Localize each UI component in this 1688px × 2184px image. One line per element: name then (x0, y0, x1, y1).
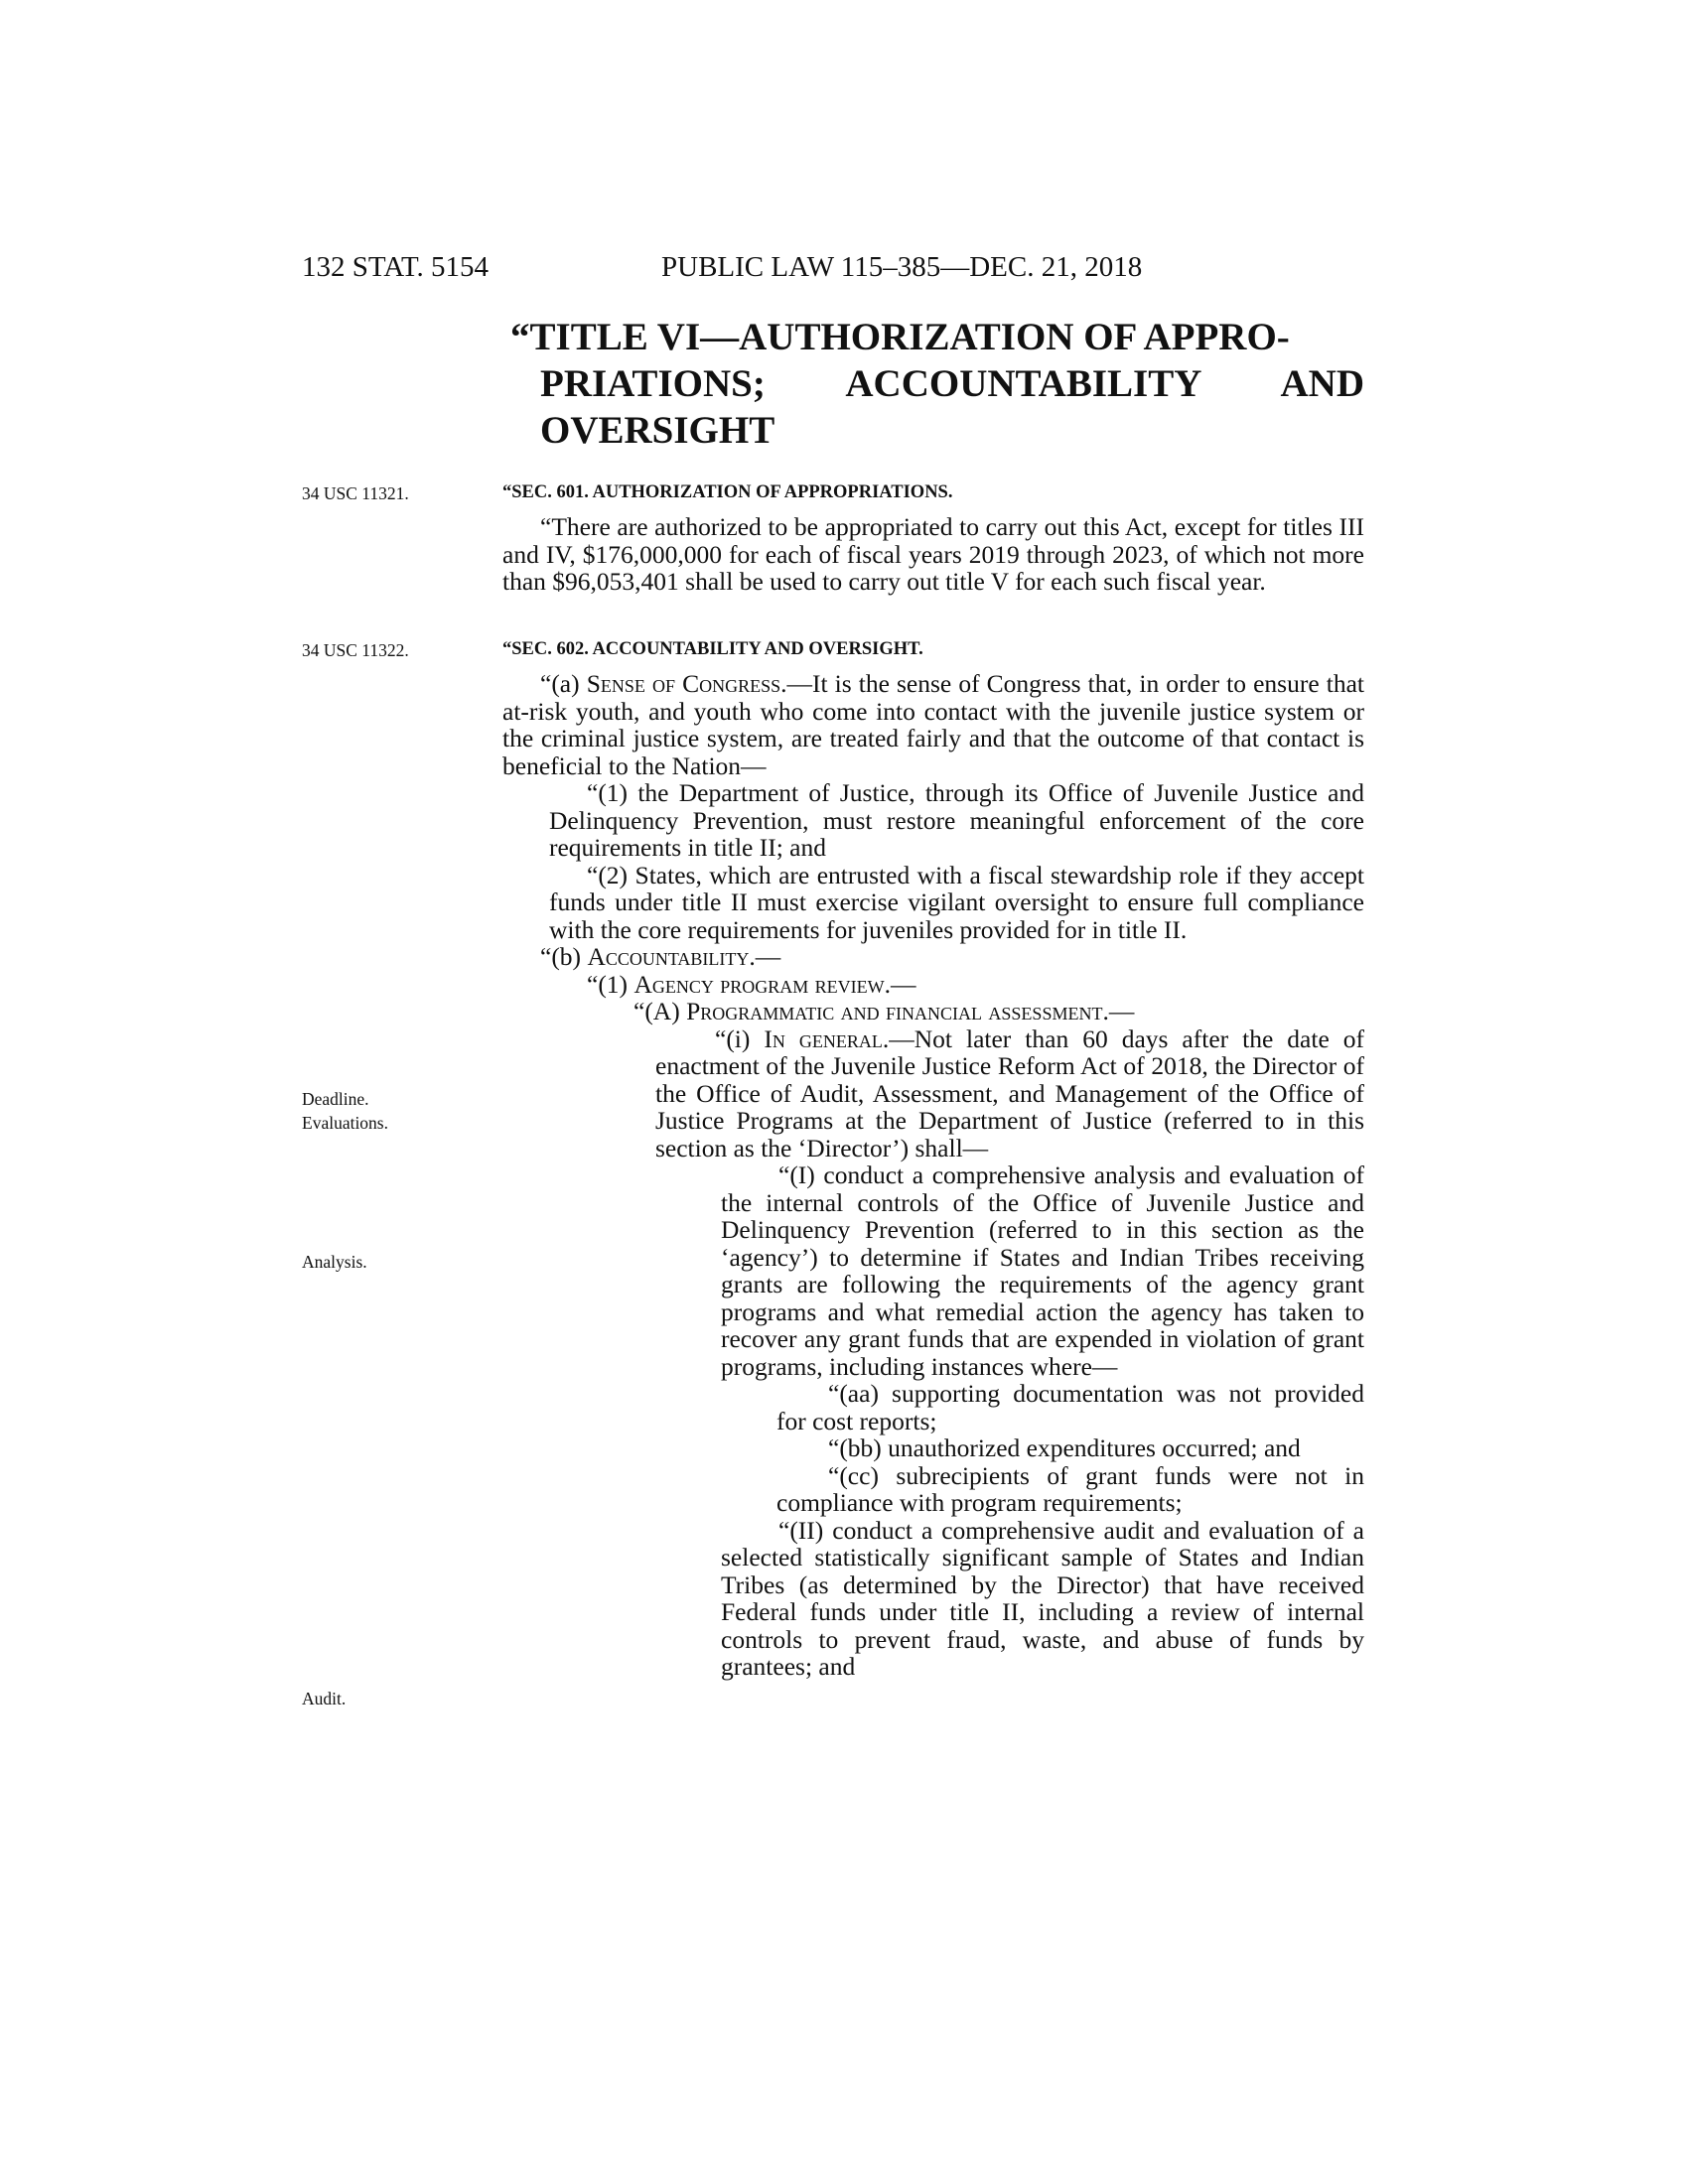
subsection-b-heading: Accountability (587, 942, 750, 971)
clause-i-text: .—Not later than 60 days after the date of enactment of the Juvenile Justice Reform Act of 2018, the Director of the Office of Audit, Assessment, and Management of the Office of Justice Programs at the Department of Justice (referred to in this section as the ‘Director’) shall— (655, 1024, 1364, 1162)
statute-citation: 132 STAT. 5154 (302, 251, 490, 283)
item-cc: “(cc) subrecipients of grant funds were not in compliance with program requirements; (776, 1460, 1364, 1517)
section-602 (502, 635, 1364, 1681)
paragraph-b1-prefix: “(1) (587, 969, 634, 999)
paragraph-a2: “(2) States, which are entrusted with a fiscal stewardship role if they accept funds under title II must exercise vigilant oversight to ensure full compliance with the core requirements for juveniles provided for in title II. (549, 860, 1364, 944)
subclause-I: “(I) conduct a comprehensive analysis and evaluation of the internal controls of the Office of Juvenile Justice and Delinquency Prevention (referred to in this section as the ‘agency’) to determine if States and Indian Tribes receiving grants are following the requirements of the agency grant programs and what remedial action the agency has taken to recover any grant funds that are expended in violation of grant programs, including instances where— (721, 1160, 1364, 1381)
clause-i-prefix: “(i) (715, 1024, 765, 1053)
margin-note-sec602: 34 USC 11322. (302, 640, 409, 660)
title-heading (510, 314, 1364, 454)
subsection-a-heading: Sense of Congress (586, 669, 781, 698)
section-601-text: “There are authorized to be appropriated to carry out this Act, except for titles III and IV, $176,000,000 for each of fiscal years 2019 through 2023, of which not more than $96,053,401 shall be used to carry out title V for each such fiscal year. (502, 512, 1364, 596)
subparagraph-A-suffix: .— (1102, 997, 1135, 1025)
subparagraph-A (596, 998, 1364, 1025)
subsection-a (502, 670, 1364, 779)
subparagraph-A-heading: Programmatic and financial assessment (686, 997, 1103, 1025)
margin-note-sec601: 34 USC 11321. (302, 483, 409, 503)
section-601-heading: “SEC. 601. AUTHORIZATION OF APPROPRIATIONS. (502, 482, 953, 502)
title-continuation: PRIATIONS; ACCOUNTABILITY AND OVERSIGHT (540, 362, 1364, 452)
subsection-a-text: .—It is the sense of Congress that, in order to ensure that at-risk youth, and youth who come into contact with the juvenile justice system or the criminal justice system, are treated fairly and that the outcome of that contact is beneficial to the Nation— (502, 669, 1364, 780)
item-aa: “(aa) supporting documentation was not provided for cost reports; (776, 1379, 1364, 1435)
margin-note-deadline: Deadline. (302, 1089, 369, 1109)
margin-note-analysis: Analysis. (302, 1252, 367, 1272)
margin-note-audit: Audit. (302, 1689, 347, 1708)
paragraph-b1 (549, 971, 1364, 999)
subparagraph-A-prefix: “(A) (633, 997, 687, 1025)
item-bb: “(bb) unauthorized expenditures occurred; and (828, 1433, 1301, 1462)
title-line-1: “TITLE VI—AUTHORIZATION OF APPRO- (510, 316, 1290, 358)
subsection-b-suffix: .— (749, 942, 781, 971)
section-601 (502, 478, 1364, 596)
margin-note-evaluations: Evaluations. (302, 1113, 388, 1133)
clause-i (655, 1025, 1364, 1162)
section-602-heading: “SEC. 602. ACCOUNTABILITY AND OVERSIGHT. (502, 639, 923, 659)
paragraph-b1-suffix: .— (884, 969, 916, 999)
public-law-header: PUBLIC LAW 115–385—DEC. 21, 2018 (661, 251, 1143, 283)
page-header (302, 247, 1344, 287)
subsection-b (502, 943, 1364, 971)
subclause-II: “(II) conduct a comprehensive audit and evaluation of a selected statistically significant sample of States and Indian Tribes (as determined by the Director) that have received Federal funds under title II, including a review of internal controls to prevent fraud, waste, and abuse of funds by grantees; and (721, 1515, 1364, 1681)
subsection-a-prefix: “(a) (540, 669, 587, 698)
paragraph-a1: “(1) the Department of Justice, through its Office of Juvenile Justice and Delinquency Prevention, must restore meaningful enforcement of the core requirements in title II; and (549, 778, 1364, 862)
paragraph-b1-heading: Agency program review (633, 969, 885, 999)
subsection-b-prefix: “(b) (540, 942, 588, 971)
clause-i-heading: In general (764, 1024, 883, 1053)
